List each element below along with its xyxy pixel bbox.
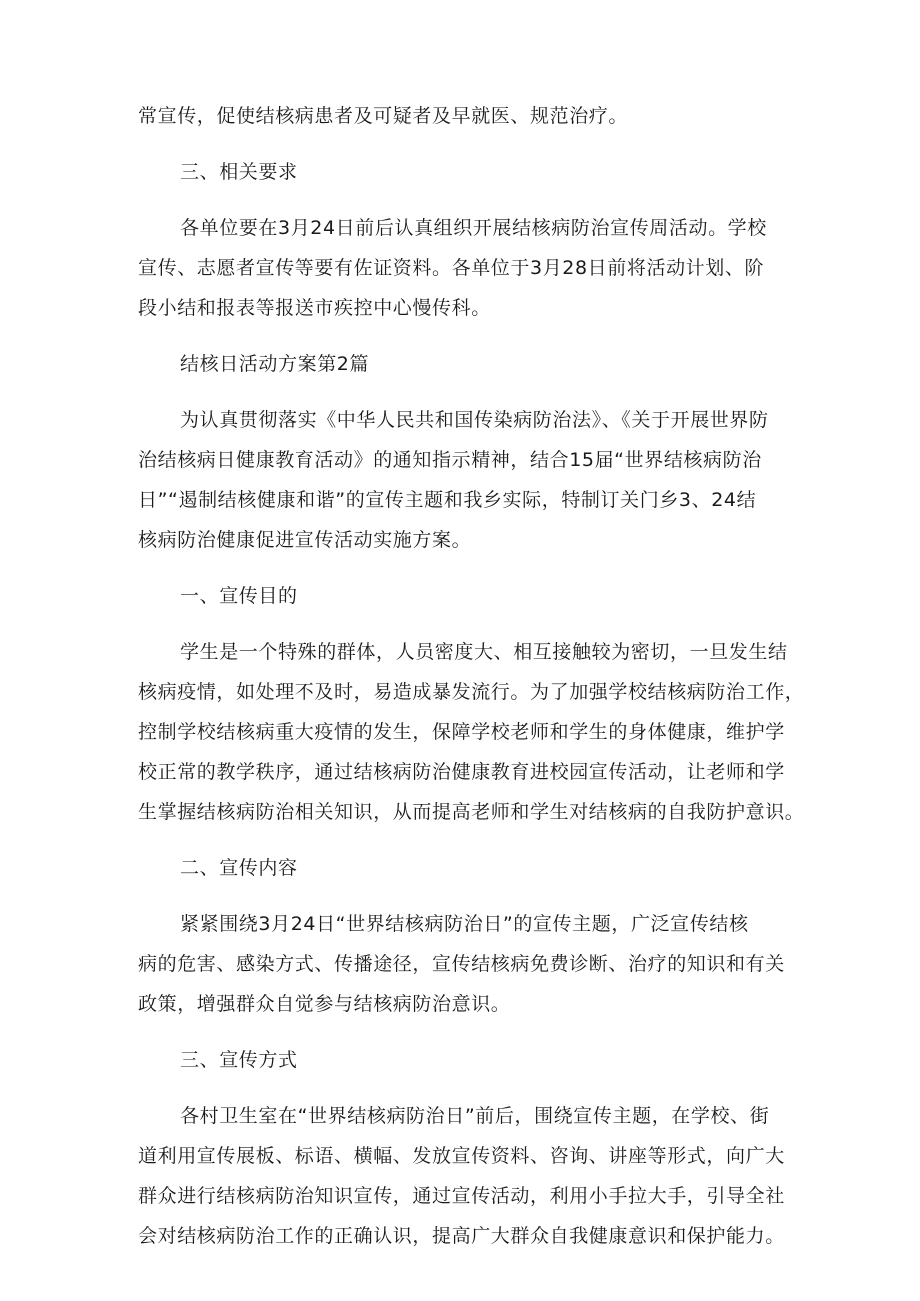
text-line: 群众进行结核病防治知识宣传，通过宣传活动，利用小手拉大手，引导全社 — [138, 1185, 785, 1207]
article-title — [138, 350, 794, 390]
section-heading: 三、相关要求 — [180, 161, 298, 183]
text-line: 宣传、志愿者宣传等要有佐证资料。各单位于3月28日前将活动计划、阶 — [138, 257, 765, 279]
paragraph-intro — [138, 406, 794, 566]
text-line: 控制学校结核病重大疫情的发生，保障学校老师和学生的身体健康，维护学 — [138, 721, 785, 743]
text-line: 政策，增强群众自觉参与结核病防治意识。 — [138, 993, 511, 1015]
paragraph-content — [138, 910, 794, 1030]
text-line: 段小结和报表等报送市疾控中心慢传科。 — [138, 297, 491, 319]
text-line: 学生是一个特殊的群体，人员密度大、相互接触较为密切，一旦发生结 — [180, 641, 788, 663]
section-heading: 三、宣传方式 — [180, 1049, 298, 1071]
heading-method — [138, 1046, 794, 1086]
text-line: 各单位要在3月24日前后认真组织开展结核病防治宣传周活动。学校 — [180, 217, 767, 239]
text-line: 校正常的教学秩序，通过结核病防治健康教育进校园宣传活动，让老师和学 — [138, 761, 785, 783]
paragraph-method — [138, 1102, 794, 1262]
heading-purpose — [138, 582, 794, 622]
section-heading: 二、宣传内容 — [180, 857, 298, 879]
paragraph-purpose — [138, 638, 805, 838]
text-line: 核病防治健康促进宣传活动实施方案。 — [138, 529, 472, 551]
paragraph-continuation — [138, 102, 794, 142]
paragraph-requirements — [138, 214, 794, 334]
article-heading: 结核日活动方案第2篇 — [180, 353, 370, 375]
text-line: 道利用宣传展板、标语、横幅、发放宣传资料、咨询、讲座等形式，向广大 — [138, 1145, 785, 1167]
heading-content — [138, 854, 794, 894]
text-line: 日”“遏制结核健康和谐”的宣传主题和我乡实际，特制订关门乡3、24结 — [138, 489, 757, 511]
text-line: 各村卫生室在“世界结核病防治日”前后，围绕宣传主题，在学校、街 — [180, 1105, 770, 1127]
text-line: 会对结核病防治工作的正确认识，提高广大群众自我健康意识和保护能力。 — [138, 1225, 785, 1247]
heading-related-requirements — [138, 158, 794, 198]
text-line: 常宣传，促使结核病患者及可疑者及早就医、规范治疗。 — [138, 105, 629, 127]
text-line: 病的危害、感染方式、传播途径，宣传结核病免费诊断、治疗的知识和有关 — [138, 953, 785, 975]
text-line: 生掌握结核病防治相关知识，从而提高老师和学生对结核病的自我防护意识。 — [138, 801, 805, 823]
text-line: 核病疫情，如处理不及时，易造成暴发流行。为了加强学校结核病防治工作， — [138, 681, 805, 703]
text-line: 紧紧围绕3月24日“世界结核病防治日”的宣传主题，广泛宣传结核 — [180, 913, 749, 935]
text-line: 治结核病日健康教育活动》的通知指示精神，结合15届“世界结核病防治 — [138, 449, 762, 471]
document-page — [138, 102, 805, 1262]
text-line: 为认真贯彻落实《中华人民共和国传染病防治法》、《关于开展世界防 — [180, 409, 769, 431]
section-heading: 一、宣传目的 — [180, 585, 298, 607]
